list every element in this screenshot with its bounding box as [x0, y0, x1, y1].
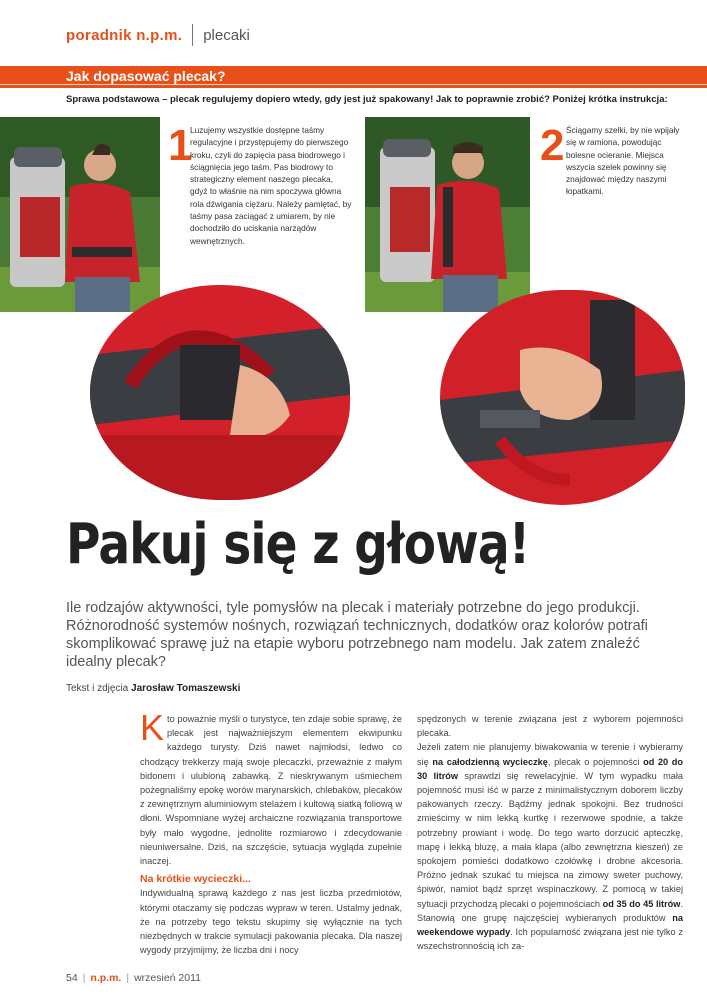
emphasis-day-trip: na całodzienną wycieczkę — [432, 756, 548, 767]
magazine-section-brand: poradnik n.p.m. — [66, 26, 183, 44]
hiker-fastening-hip-belt-photo — [0, 117, 160, 312]
footer-date: wrzesień 2011 — [134, 972, 202, 984]
header-divider — [192, 24, 193, 46]
byline-author: Jarosław Tomaszewski — [131, 683, 241, 694]
banner-title: Jak dopasować plecak? — [66, 68, 226, 84]
step-1-number: 1 — [168, 121, 193, 170]
emphasis-capacity-20-30: od 20 do 30 litrów — [417, 756, 683, 781]
paragraph-1 — [140, 707, 402, 868]
paragraph-4-text-e: . Stanowią one grupę najczęściej wybieranych produktów — [417, 898, 684, 923]
subheading-short-trips: Na krótkie wycieczki... — [140, 873, 251, 886]
paragraph-4-text-c: , plecak o pojemności — [547, 756, 644, 767]
byline-prefix: Tekst i zdjęcia — [66, 683, 129, 694]
section-name: plecaki — [203, 26, 250, 44]
banner-rule — [0, 84, 707, 85]
running-header — [66, 24, 250, 46]
paragraph-2: Indywidualną sprawą każdego z nas jest liczba przedmiotów, którymi otaczamy się podczas wypraw w teren. Ustalmy jednak, że na potrzeby tego tekstu skupimy się wyłącznie na tych niezbędnych w trakcie symulacji pakowania plecaka. Dla naszej wygody przyjmijmy, że liczba dni i nocy — [140, 888, 402, 956]
byline — [66, 683, 240, 694]
step-1-text: Luzujemy wszystkie dostępne taśmy regulacyjne i przystępujemy do pierwszego kroku, czyli do zapięcia pasa biodrowego i ściągnięcia jego taśm. Pas biodrowy to strategiczny element naszego plecaka, gdyż to właśnie na nim spoczywa główna rola dźwigania ciężaru. Należy pamiętać, by taśmy pasa zaciągać z umiarem, by nie dochodziło do uciskania narządów wewnętrznych. — [190, 125, 352, 246]
article-intro: Ile rodzajów aktywności, tyle pomysłów na plecak i materiały potrzebne do jego produkcji. Różnorodność systemów nośnych, rozwiązań technicznych, dodatków oraz kolorów potrafi skomplikować sprawę już na etapie wyboru potrzebnego nam modelu. Jak zatem znaleźć idealny plecak? — [66, 600, 648, 670]
article-column-2 — [417, 712, 683, 953]
section-banner — [0, 66, 707, 88]
emphasis-capacity-35-45: od 35 do 45 litrów — [602, 898, 681, 909]
paragraph-4-text-f: . Ich popularność związana jest nie tylko z wszechstronnością ich za- — [417, 927, 684, 952]
emphasis-weekend-trips: na weekendowe wypady — [417, 912, 683, 938]
article-column-1 — [140, 707, 402, 957]
shoulder-strap-adjustment-closeup-photo — [440, 290, 685, 505]
page-footer — [66, 972, 201, 984]
footer-divider-2: | — [126, 972, 130, 984]
step-2-number: 2 — [540, 121, 565, 170]
hiker-tightening-shoulder-straps-photo — [365, 117, 530, 312]
footer-divider: | — [82, 972, 86, 984]
page-number: 54 — [66, 972, 78, 984]
paragraph-3: spędzonych w terenie związana jest z wyborem pojemności plecaka. — [417, 714, 683, 739]
hip-belt-buckle-closeup-photo — [90, 285, 350, 500]
paragraph-4 — [417, 740, 683, 953]
drop-cap: K — [140, 707, 165, 748]
article-title: Pakuj się z głową! — [66, 512, 530, 577]
footer-magazine: n.p.m. — [90, 972, 122, 984]
paragraph-4-text-a: Jeżeli zatem nie planujemy biwakowania w terenie i wybieramy się — [417, 742, 683, 767]
paragraph-4-text-d: sprawdzi się rewelacyjnie. W tym wypadku mała pojemność musi iść w parze z minimalistycznym doborem liczby pakowanych rzeczy. Bądźmy jednak spokojni. Bez trudności zmieścimy w nim lekką kurtkę i rezerwowe spodnie, a także potrzebny prowiant i wodę. Do tego warto dorzucić apteczkę, mapę i lekką bluzę, a mała klapa (albo zewnętrzna kieszeń) ze spokojem pomieści dodatkowo czołówkę i drobne akcesoria. Próżno jednak szukać tu miejsca na zimowy sweter puchowy, śpiwór, namiot bądź sprzęt wspinaczkowy. Z pomocą w takiej sytuacji przychodzą plecaki o pojemnościach — [417, 770, 683, 909]
paragraph-1-text: to poważnie myśli o turystyce, ten zdaje sobie sprawę, że plecak jest najważniejszym elementem ekwipunku każdego turysty. Dziś nawet najmłodsi, ledwo co chodzący trekkerzy mają swoje plecaczki, przeważnie z małym bidonem i ulubioną zabawką. Z nieskrywanym uśmiechem pożegnaliśmy epokę worów marynarskich, chlebaków, plecaków z zewnętrznym aluminiowym stelażem i kultową siatką foliową w dłoni. Wspomniane wyżej archaiczne rozwiązania transportowe były mało wygodne, jednolite rozmiarowo i zdecydowanie nieuniwersalne. Dziś, na szczęście, sytuacja wygląda zupełnie inaczej. — [140, 714, 402, 867]
instruction-lead: Sprawa podstawowa – plecak regulujemy dopiero wtedy, gdy jest już spakowany! Jak to poprawnie zrobić? Poniżej krótka instrukcja: — [66, 94, 668, 105]
step-2-text: Ściągamy szelki, by nie wpijały się w ramiona, powodując bolesne ocieranie. Miejsca wszycia szelek powinny się znajdować między naszymi łopatkami. — [566, 125, 680, 197]
